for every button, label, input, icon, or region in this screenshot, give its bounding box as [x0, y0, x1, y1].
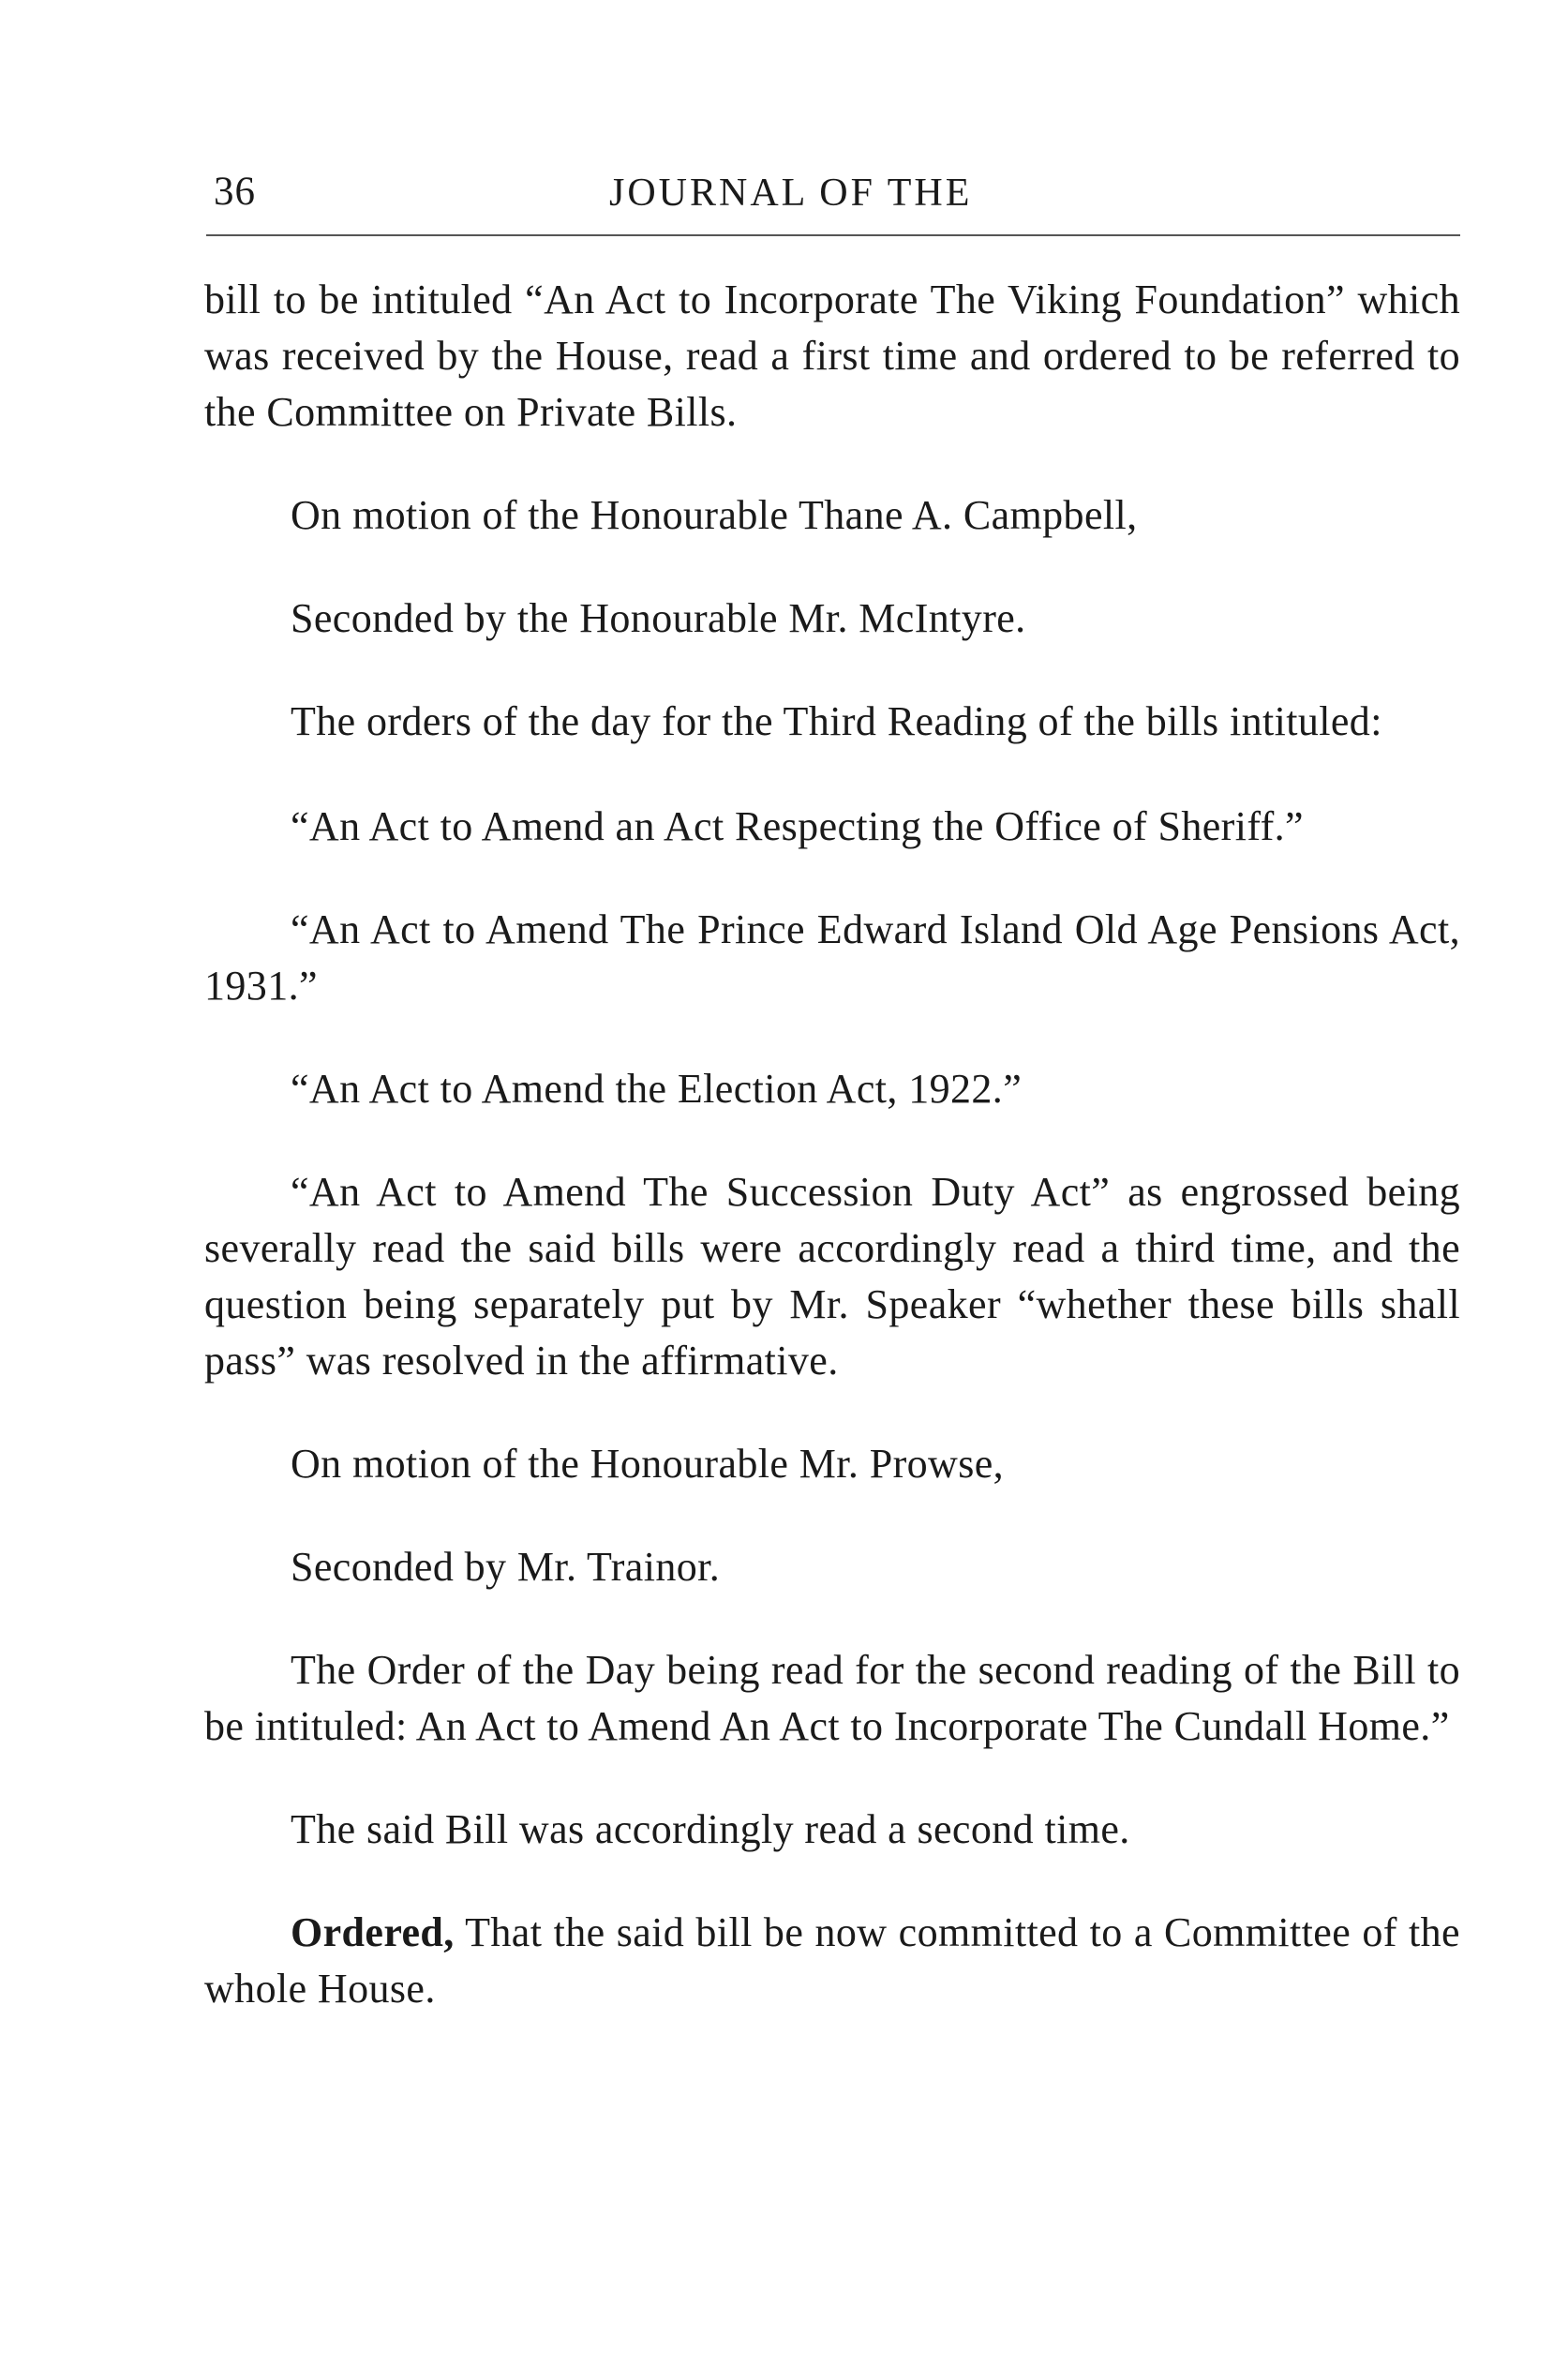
running-head: JOURNAL OF THE	[609, 172, 973, 215]
page-number: 36	[214, 170, 256, 214]
paragraph-cundall-home-order: The Order of the Day being read for the second reading of the Bill to be intituled: An Act to Amend An Act to Incorporate The Cundall Home.”	[204, 1647, 1460, 1749]
paragraph-seconded-trainor: Seconded by Mr. Trainor.	[291, 1544, 721, 1590]
body-text	[204, 272, 1460, 2064]
page-header	[206, 157, 1462, 223]
ordered-lead: Ordered,	[291, 1909, 455, 1955]
paragraph-motion-campbell: On motion of the Honourable Thane A. Campbell,	[291, 492, 1138, 538]
paragraph-viking-bill: bill to be intituled “An Act to Incorporate The Viking Foundation” which was received by the House, read a first time and ordered to be referred to the Committee on Private Bills.	[204, 277, 1460, 435]
paragraph-bill-old-age-pensions: “An Act to Amend The Prince Edward Island Old Age Pensions Act, 1931.”	[204, 906, 1460, 1009]
paragraph-third-reading-orders: The orders of the day for the Third Reading of the bills intituled:	[291, 698, 1382, 744]
paragraph-bill-sheriff: “An Act to Amend an Act Respecting the Office of Sheriff.”	[291, 803, 1304, 849]
paragraph-motion-prowse: On motion of the Honourable Mr. Prowse,	[291, 1441, 1005, 1487]
paragraph-bill-election: “An Act to Amend the Election Act, 1922.”	[291, 1066, 1023, 1112]
paragraph-bill-succession-duty: “An Act to Amend The Succession Duty Act” as engrossed being severally read the said bills were accordingly read a third time, and the question being separately put by Mr. Speaker “whether these bills shall pass” was resolved in the affirmative.	[204, 1169, 1460, 1384]
ordered-text: That the said bill be now committed to a Committee of the whole House.	[204, 1909, 1460, 2012]
header-rule	[206, 234, 1460, 236]
paragraph-second-reading: The said Bill was accordingly read a second time.	[291, 1806, 1130, 1852]
paragraph-seconded-mcintyre: Seconded by the Honourable Mr. McIntyre.	[291, 595, 1026, 641]
paragraph-ordered-committee	[204, 1905, 1460, 2017]
